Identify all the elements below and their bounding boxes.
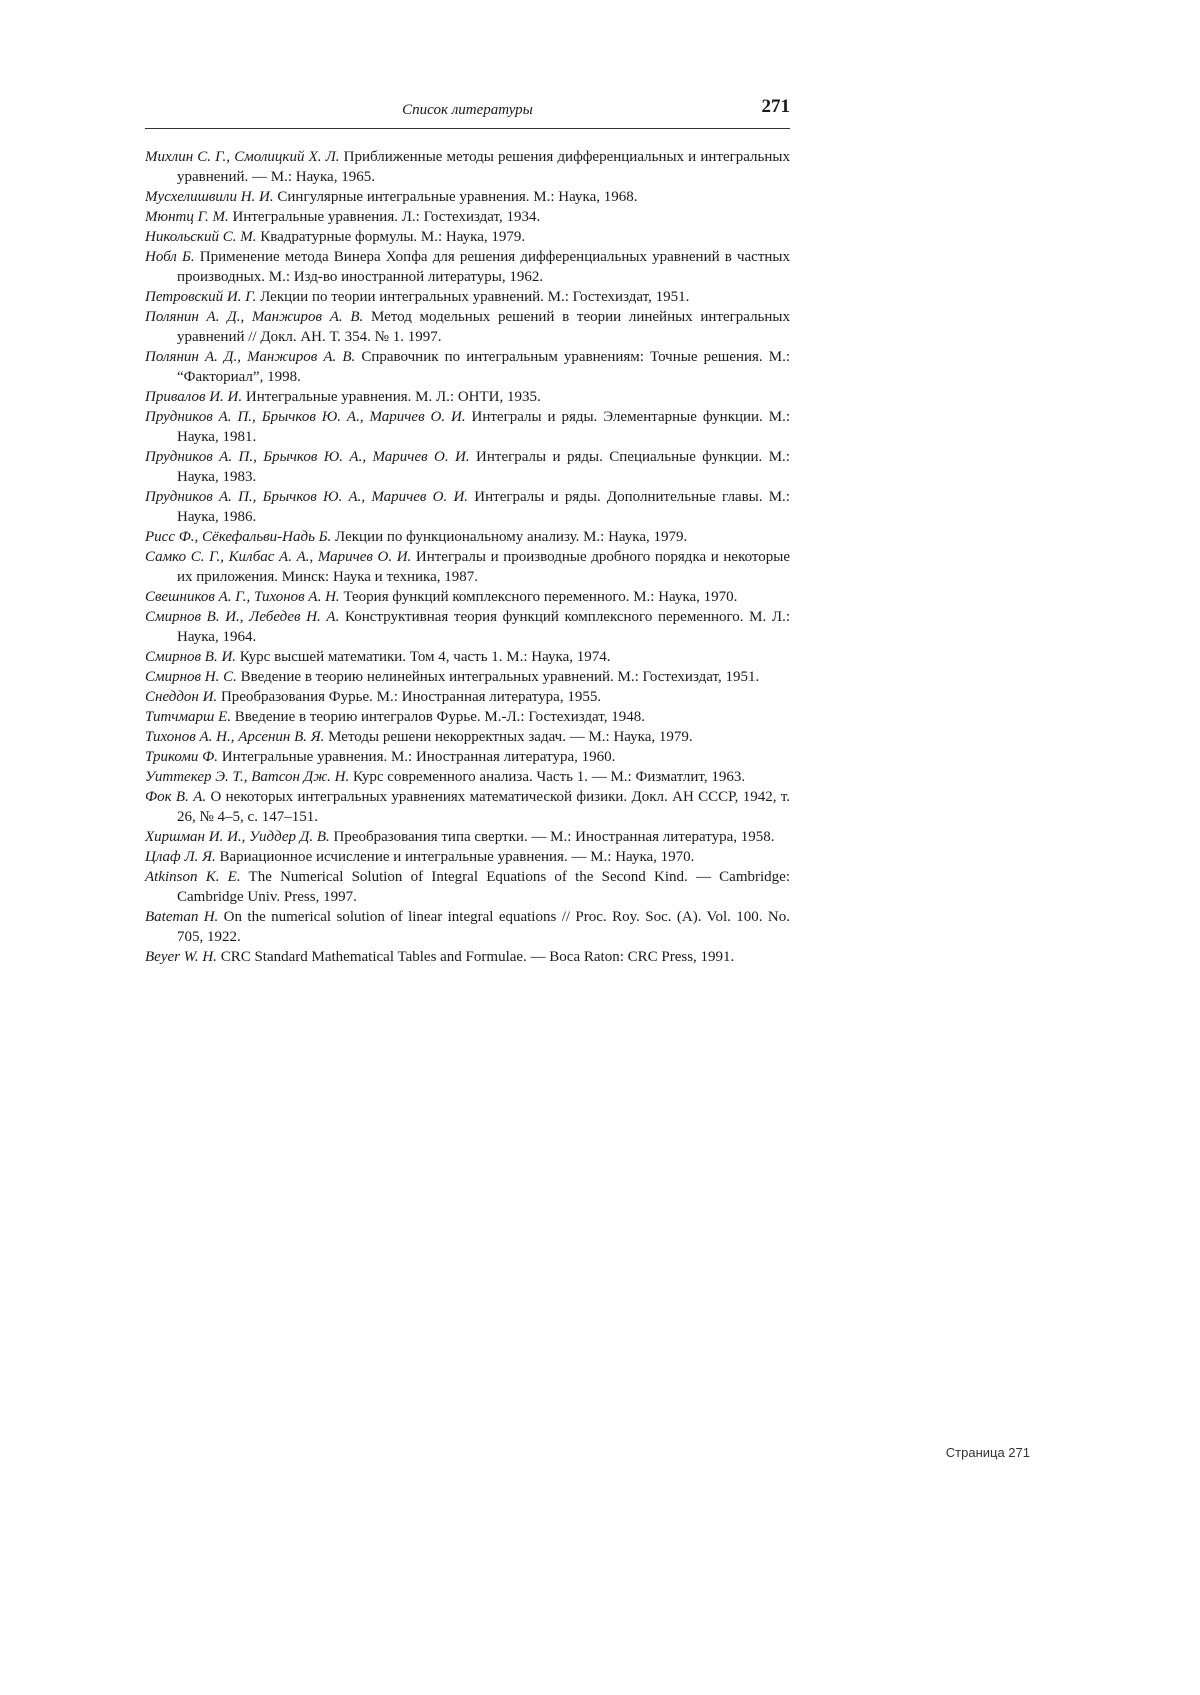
bibliography-entry (145, 207, 790, 227)
entry-authors: Atkinson K. E. (145, 869, 241, 885)
bibliography-entry (145, 387, 790, 407)
entry-authors: Тихонов А. Н., Арсенин В. Я. (145, 729, 325, 745)
entry-text: The Numerical Solution of Integral Equations of the Second Kind. — Cambridge: Cambridge Univ. Press, 1997. (177, 869, 790, 905)
entry-authors: Прудников А. П., Брычков Ю. А., Маричев О. И. (145, 489, 469, 505)
bibliography-entry (145, 747, 790, 767)
entry-text: Метод модельных решений в теории линейных интегральных уравнений // Докл. АН. Т. 354. № 1. 1997. (177, 309, 791, 345)
entry-text: Вариационное исчисление и интегральные уравнения. — М.: Наука, 1970. (215, 849, 695, 865)
bibliography-entry (145, 227, 790, 247)
entry-text: Сингулярные интегральные уравнения. М.: Наука, 1968. (273, 189, 638, 205)
entry-authors: Михлин С. Г., Смолицкий Х. Л. (145, 149, 340, 165)
entry-text: Введение в теорию интегралов Фурье. М.-Л.: Гостехиздат, 1948. (231, 709, 645, 725)
bibliography-entry (145, 667, 790, 687)
entry-authors: Самко С. Г., Килбас А. А., Маричев О. И. (145, 549, 412, 565)
entry-text: Интегральные уравнения. М.: Иностранная литература, 1960. (217, 749, 616, 765)
entry-authors: Смирнов В. И. (145, 649, 237, 665)
entry-authors: Цлаф Л. Я. (145, 849, 216, 865)
bibliography-entry (145, 647, 790, 667)
bibliography-entry (145, 687, 790, 707)
bibliography-entry (145, 847, 790, 867)
entry-text: Приближенные методы решения дифференциальных и интегральных уравнений. — М.: Наука, 1965. (177, 149, 790, 185)
bibliography-entry (145, 767, 790, 787)
entry-text: Методы решени некорректных задач. — М.: Наука, 1979. (324, 729, 693, 745)
entry-text: Квадратурные формулы. М.: Наука, 1979. (256, 229, 526, 245)
entry-text: Преобразования Фурье. М.: Иностранная литература, 1955. (217, 689, 602, 705)
bibliography-entry (145, 907, 790, 947)
bibliography-entry (145, 487, 790, 527)
entry-text: Справочник по интегральным уравнениям: Точные решения. М.: “Факториал”, 1998. (177, 349, 790, 385)
entry-text: Курс современного анализа. Часть 1. — М.: Физматлит, 1963. (349, 769, 746, 785)
entry-authors: Титчмарш Е. (145, 709, 232, 725)
entry-authors: Прудников А. П., Брычков Ю. А., Маричев О. И. (145, 449, 470, 465)
entry-text: Лекции по теории интегральных уравнений. М.: Гостехиздат, 1951. (256, 289, 690, 305)
entry-authors: Полянин А. Д., Манжиров А. В. (145, 309, 364, 325)
entry-authors: Мусхелишвили Н. И. (145, 189, 274, 205)
bibliography-entry (145, 447, 790, 487)
entry-authors: Рисс Ф., Сёкефальви-Надь Б. (145, 529, 332, 545)
bibliography-entry (145, 247, 790, 287)
page-footer-label: Страница 271 (945, 1445, 1030, 1460)
entry-authors: Петровский И. Г. (145, 289, 257, 305)
bibliography-list (145, 147, 790, 967)
entry-text: Интегралы и ряды. Специальные функции. М.: Наука, 1983. (177, 449, 790, 485)
entry-authors: Снеддон И. (145, 689, 218, 705)
entry-text: Применение метода Винера Хопфа для решения дифференциальных уравнений в частных производных. М.: Изд-во иностранной литературы, 1962. (177, 249, 790, 285)
entry-authors: Смирнов Н. С. (145, 669, 237, 685)
entry-authors: Никольский С. М. (145, 229, 257, 245)
bibliography-entry (145, 867, 790, 907)
entry-text: On the numerical solution of linear integral equations // Proc. Roy. Soc. (A). Vol. 100. No. 705, 1922. (177, 909, 790, 945)
entry-authors: Привалов И. И. (145, 389, 243, 405)
entry-authors: Фок В. А. (145, 789, 207, 805)
entry-authors: Bateman H. (145, 909, 219, 925)
entry-authors: Beyer W. H. (145, 949, 217, 965)
entry-text: Конструктивная теория функций комплексного переменного. М. Л.: Наука, 1964. (177, 609, 790, 645)
page-number: 271 (761, 96, 790, 117)
entry-authors: Уиттекер Э. Т., Ватсон Дж. Н. (145, 769, 350, 785)
bibliography-entry (145, 307, 790, 347)
entry-text: Интегральные уравнения. Л.: Гостехиздат, 1934. (228, 209, 541, 225)
entry-text: Интегралы и ряды. Дополнительные главы. М.: Наука, 1986. (177, 489, 790, 525)
entry-text: Интегралы и ряды. Элементарные функции. М.: Наука, 1981. (177, 409, 790, 445)
entry-text: Курс высшей математики. Том 4, часть 1. М.: Наука, 1974. (236, 649, 611, 665)
bibliography-entry (145, 707, 790, 727)
bibliography-entry (145, 947, 790, 967)
entry-text: Введение в теорию нелинейных интегральных уравнений. М.: Гостехиздат, 1951. (236, 669, 760, 685)
entry-text: Интегральные уравнения. М. Л.: ОНТИ, 1935. (242, 389, 541, 405)
bibliography-entry (145, 187, 790, 207)
bibliography-entry (145, 347, 790, 387)
bibliography-entry (145, 527, 790, 547)
bibliography-entry (145, 827, 790, 847)
entry-authors: Мюнтц Г. М. (145, 209, 229, 225)
bibliography-entry (145, 287, 790, 307)
entry-text: Лекции по функциональному анализу. М.: Наука, 1979. (331, 529, 688, 545)
running-title: Список литературы (402, 102, 533, 118)
entry-text: О некоторых интегральных уравнениях математической физики. Докл. АН СССР, 1942, т. 26, № 4–5, с. 147–151. (177, 789, 791, 825)
entry-authors: Свешников А. Г., Тихонов А. Н. (145, 589, 340, 605)
bibliography-entry (145, 587, 790, 607)
entry-authors: Полянин А. Д., Манжиров А. В. (145, 349, 356, 365)
entry-authors: Хиршман И. И., Уиддер Д. В. (145, 829, 330, 845)
entry-authors: Прудников А. П., Брычков Ю. А., Маричев О. И. (145, 409, 466, 425)
page-header (145, 96, 790, 129)
entry-text: Теория функций комплексного переменного. М.: Наука, 1970. (339, 589, 738, 605)
entry-authors: Трикоми Ф. (145, 749, 218, 765)
entry-authors: Нобл Б. (145, 249, 195, 265)
bibliography-entry (145, 727, 790, 747)
bibliography-entry (145, 547, 790, 587)
bibliography-entry (145, 147, 790, 187)
bibliography-entry (145, 607, 790, 647)
bibliography-entry (145, 787, 790, 827)
entry-text: Преобразования типа свертки. — М.: Иностранная литература, 1958. (329, 829, 775, 845)
entry-text: CRC Standard Mathematical Tables and Formulae. — Boca Raton: CRC Press, 1991. (216, 949, 735, 965)
entry-authors: Смирнов В. И., Лебедев Н. А. (145, 609, 340, 625)
entry-text: Интегралы и производные дробного порядка и некоторые их приложения. Минск: Наука и техника, 1987. (177, 549, 790, 585)
bibliography-entry (145, 407, 790, 447)
